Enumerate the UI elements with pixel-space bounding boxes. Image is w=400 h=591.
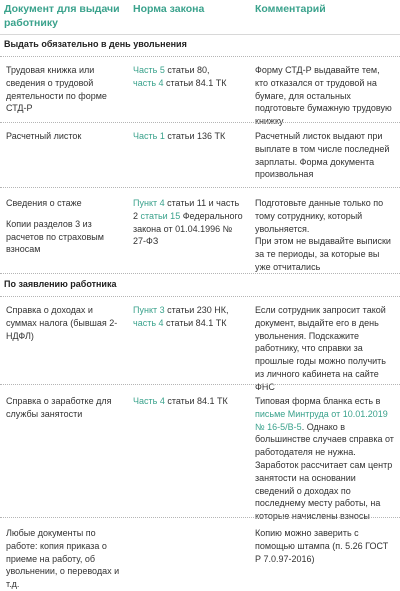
row1-comment: Форму СТД-Р выдавайте тем, кто отказался от трудовой на бумаге, для остальных подготовьте бумажную трудовую книжку xyxy=(255,65,392,127)
row6-document: Любые документы по работе: копия приказа о приеме на работу, об увольнении, о переводах и т.д. xyxy=(6,528,120,590)
row5-comment-text-1: Типовая форма бланка есть в xyxy=(255,396,381,406)
row5-law-link-1[interactable]: Часть 4 xyxy=(133,396,165,406)
row3-law-link-2[interactable]: статьи 15 xyxy=(140,210,181,221)
row2-comment: Расчетный листок выдают при выплате в том числе последней зарплаты. Форма документа произвольная xyxy=(255,131,390,180)
row2-law xyxy=(133,130,245,143)
row3-document xyxy=(6,197,124,256)
row4-law-text-1: статьи 230 НК, xyxy=(164,305,229,315)
row1-law-text-1: статьи 80, xyxy=(164,65,210,75)
row-divider xyxy=(0,56,400,57)
row4-law-link-2[interactable]: часть 4 xyxy=(133,317,164,328)
row3-law-text-1: статьи 11 и часть 2 xyxy=(133,198,240,221)
row4-law-link-1[interactable]: Пункт 3 xyxy=(133,305,165,315)
row-divider xyxy=(0,296,400,297)
row5-law xyxy=(133,395,245,408)
row3-comment xyxy=(255,197,395,274)
row5-comment-text-2: . Однако в большинстве случаев справка от работодателя не нужна. Заработок рассчитает сам центр занятости на основании сведений о доходах по последнему месту работы, на которые начислены взносы xyxy=(255,421,394,522)
row3-law xyxy=(133,197,245,248)
row5-document: Справка о заработке для службы занятости xyxy=(6,396,112,419)
row5-law-text-1: статьи 84.1 ТК xyxy=(164,396,228,406)
row3-law-text-2: Федерального закона от 01.04.1996 № 27-ФЗ xyxy=(133,210,243,247)
row4-law-text-2: статьи 84.1 ТК xyxy=(163,317,227,328)
row5-comment-link[interactable]: письме Минтруда от 10.01.2019 № 16-5/В-5 xyxy=(255,408,388,432)
section-title-on-request: По заявлению работника xyxy=(4,279,117,289)
row2-document: Расчетный листок xyxy=(6,131,82,141)
row-divider xyxy=(0,187,400,188)
row3-law-link-1[interactable]: Пункт 4 xyxy=(133,198,165,208)
row3-comment-1: Подготовьте данные только по тому сотруднику, который увольняется. xyxy=(255,198,384,234)
row-divider xyxy=(0,517,400,518)
row1-document: Трудовая книжка или сведения о трудовой деятельности по форме СТД-Р xyxy=(6,65,107,114)
row4-comment: Если сотрудник запросит такой документ, выдайте его в день увольнения. Подскажите работнику, что справки за прошлые годы можно получить из личного кабинета на сайте ФНС xyxy=(255,305,386,392)
row-divider xyxy=(0,122,400,123)
row1-law-text-2: статьи 84.1 ТК xyxy=(163,77,227,88)
row4-law xyxy=(133,304,245,330)
row3-document-1: Сведения о стаже xyxy=(6,198,82,208)
row3-comment-2: При этом не выдавайте выписки за те периоды, за которые вы уже отчитались xyxy=(255,236,391,272)
header-divider xyxy=(0,34,400,35)
row-divider xyxy=(0,273,400,274)
header-law: Норма закона xyxy=(133,3,205,15)
row2-law-link-1[interactable]: Часть 1 xyxy=(133,131,165,141)
row1-law xyxy=(133,64,245,90)
row5-comment xyxy=(255,395,395,523)
row-divider xyxy=(0,384,400,385)
row1-law-link-2[interactable]: часть 4 xyxy=(133,77,164,88)
row4-document: Справка о доходах и суммах налога (бывшая 2-НДФЛ) xyxy=(6,305,118,341)
row1-law-link-1[interactable]: Часть 5 xyxy=(133,65,165,75)
section-title-mandatory: Выдать обязательно в день увольнения xyxy=(4,39,187,49)
row3-document-2: Копии разделов 3 из расчетов по страховым взносам xyxy=(6,218,104,255)
row6-comment: Копию можно заверить с помощью штампа (п. 5.26 ГОСТ Р 7.0.97-2016) xyxy=(255,528,389,564)
row2-law-text-1: статьи 136 ТК xyxy=(164,131,226,141)
header-comment: Комментарий xyxy=(255,3,326,15)
header-document: Документ для выдачи работнику xyxy=(4,3,120,29)
